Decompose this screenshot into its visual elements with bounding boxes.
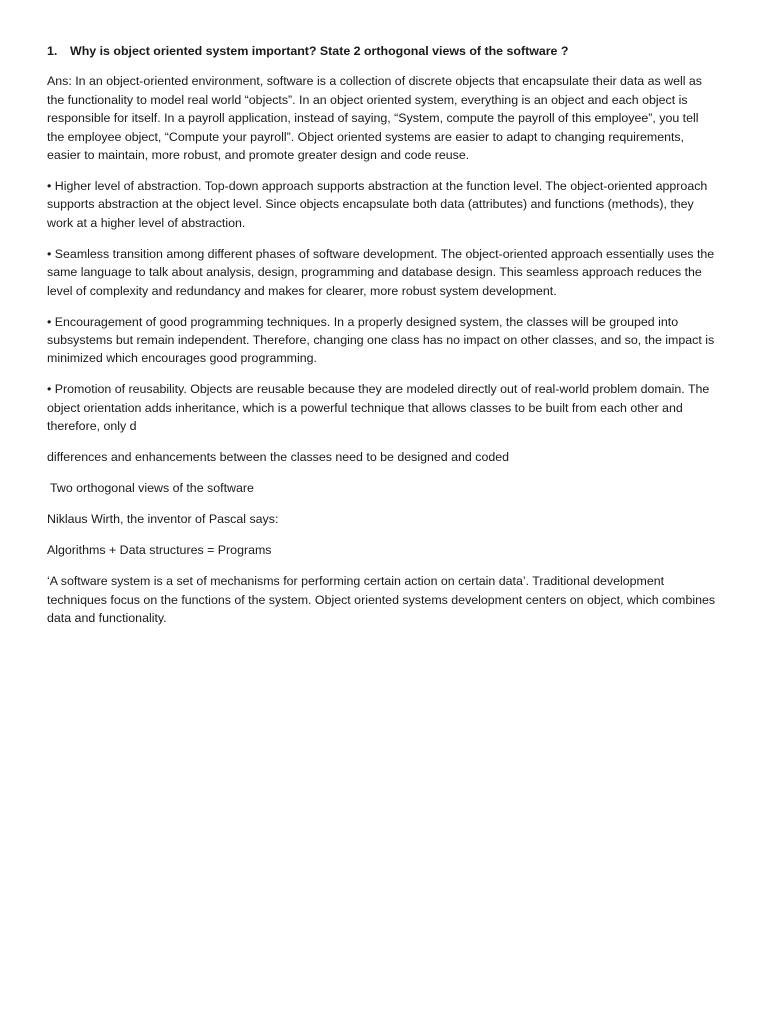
question-heading bbox=[47, 42, 719, 60]
question-text: Why is object oriented system important? State 2 orthogonal views of the software ? bbox=[70, 44, 569, 58]
orthogonal-views-heading: Two orthogonal views of the software bbox=[50, 481, 254, 496]
bullet-reusability: • Promotion of reusability. Objects are reusable because they are modeled directly out of real-world problem domain. The object orientation adds inheritance, which is a powerful technique that allows classes to be built from each other and therefore, only d bbox=[47, 382, 710, 434]
answer-intro-paragraph: Ans: In an object-oriented environment, software is a collection of discrete objects that encapsulate their data as well as the functionality to model real world “objects”. In an object oriented system, everything is an object and each object is responsible for itself. In a payroll application, instead of saying, “System, compute the payroll of this employee”, you tell the employee object, “Compute your payroll”. Object oriented systems are easier to adapt to changing requirements, easier to maintain, more robust, and promote greater design and code reuse. bbox=[47, 74, 702, 163]
bullet-abstraction: • Higher level of abstraction. Top-down approach supports abstraction at the function level. The object-oriented approach supports abstraction at the object level. Since objects encapsulate both data (attributes) and functions (methods), they work at a higher level of abstraction. bbox=[47, 179, 708, 230]
bullet-seamless-transition: • Seamless transition among different phases of software development. The object-oriented approach essentially uses the same language to talk about analysis, design, programming and database design. This seamless approach reduces the level of complexity and redundancy and makes for clearer, more robust system development. bbox=[47, 246, 715, 298]
formula-line: Algorithms + Data structures = Programs bbox=[47, 543, 272, 558]
bullet-programming-techniques: • Encouragement of good programming techniques. In a properly designed system, the classes will be grouped into subsystems but remain independent. Therefore, changing one class has no impact on other classes, and so, the impact is minimized which encourages good programming. bbox=[47, 314, 715, 366]
closing-paragraph: ‘A software system is a set of mechanisms for performing certain action on certain data’. Traditional development techniques focus on the functions of the system. Object oriented systems development centers on object, which combines data and functionality. bbox=[47, 574, 716, 626]
document-body bbox=[47, 42, 719, 640]
continuation-paragraph: differences and enhancements between the classes need to be designed and coded bbox=[47, 450, 510, 465]
wirth-quote-intro: Niklaus Wirth, the inventor of Pascal says: bbox=[47, 512, 279, 527]
question-number: 1. bbox=[47, 44, 58, 58]
